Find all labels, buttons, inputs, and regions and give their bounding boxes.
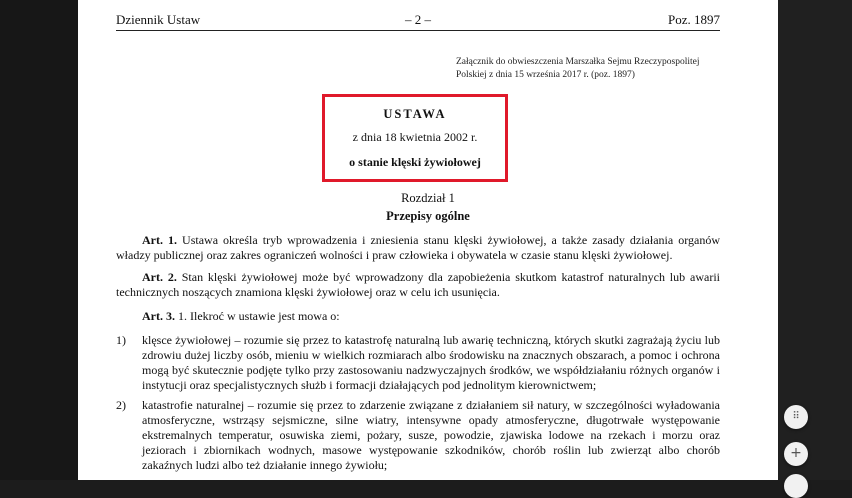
act-title-highlight	[322, 94, 508, 182]
chapter-title: Przepisy ogólne	[386, 209, 470, 223]
journal-name: Dziennik Ustaw	[116, 12, 201, 27]
definition-item: katastrofie naturalnej – rozumie się przez to zdarzenie związane z działaniem sił natury, w szczególności wyładowania atmosferyczne, wstrząsy sejsmiczne, silne wiatry, intensywne opady atmosferyczne, długotrwałe występowanie ekstremalnych temperatur, osuwiska ziemi, pożary, susze, powodzie, zjawiska lodowe na rzekach i morzu oraz jeziorach i zbiornikach wodnych, masowe występowanie szkodników, chorób roślin lub zwierząt albo chorób zakaźnych ludzi albo też działanie innego żywiołu;	[142, 398, 720, 472]
page-number: – 2 –	[405, 12, 431, 27]
definition-number: 2)	[116, 398, 126, 412]
article-number: Art. 3.	[142, 309, 175, 323]
article-3	[116, 309, 720, 324]
running-head	[116, 12, 720, 31]
page-grid-button[interactable]	[784, 405, 808, 429]
annex-line-1: Załącznik do obwieszczenia Marszałka Sejmu Rzeczypospolitej	[456, 57, 700, 67]
zoom-out-button[interactable]	[784, 474, 808, 498]
act-subject: o stanie klęski żywiołowej	[349, 155, 481, 169]
zoom-in-button[interactable]	[784, 442, 808, 466]
annex-note	[456, 56, 756, 82]
article-text: Stan klęski żywiołowej może być wprowadzony dla zapobieżenia skutkom katastrof naturalnych lub awarii technicznych noszących znamiona klęski żywiołowej oraz w celu ich usunięcia.	[116, 270, 720, 299]
act-date: z dnia 18 kwietnia 2002 r.	[352, 130, 478, 144]
definition-number: 1)	[116, 333, 126, 347]
act-title: USTAWA	[383, 107, 447, 121]
article-number: Art. 1.	[142, 233, 178, 247]
definition-item: klęsce żywiołowej – rozumie się przez to katastrofę naturalną lub awarię techniczną, których skutki zagrażają życiu lub zdrowiu dużej liczby osób, mieniu w wielkich rozmiarach albo środowisku na znacznych obszarach, a pomoc i ochrona mogą być skutecznie podjęte tylko przy zastosowaniu nadzwyczajnych środków, we współdziałaniu różnych organów i instytucji oraz specjalistycznych służb i formacji działających pod jednolitym kierownictwem;	[142, 333, 720, 392]
article-text: Ustawa określa tryb wprowadzenia i zniesienia stanu klęski żywiołowej, a także zasady działania organów władzy publicznej oraz zakres ograniczeń wolności i praw człowieka i obywatela w czasie stanu klęski żywiołowej.	[116, 233, 720, 262]
article-text: 1. Ilekroć w ustawie jest mowa o:	[178, 309, 340, 323]
article-number: Art. 2.	[142, 270, 177, 284]
position-number: Poz. 1897	[668, 12, 720, 27]
left-gutter	[0, 0, 78, 480]
article-2	[116, 270, 720, 300]
document-page	[78, 0, 778, 480]
plus-icon: +	[790, 445, 802, 461]
grid-icon: ⠿	[792, 411, 800, 422]
chapter-label: Rozdział 1	[401, 191, 455, 205]
annex-line-2: Polskiej z dnia 15 września 2017 r. (poz. 1897)	[456, 70, 635, 80]
article-1	[116, 233, 720, 263]
